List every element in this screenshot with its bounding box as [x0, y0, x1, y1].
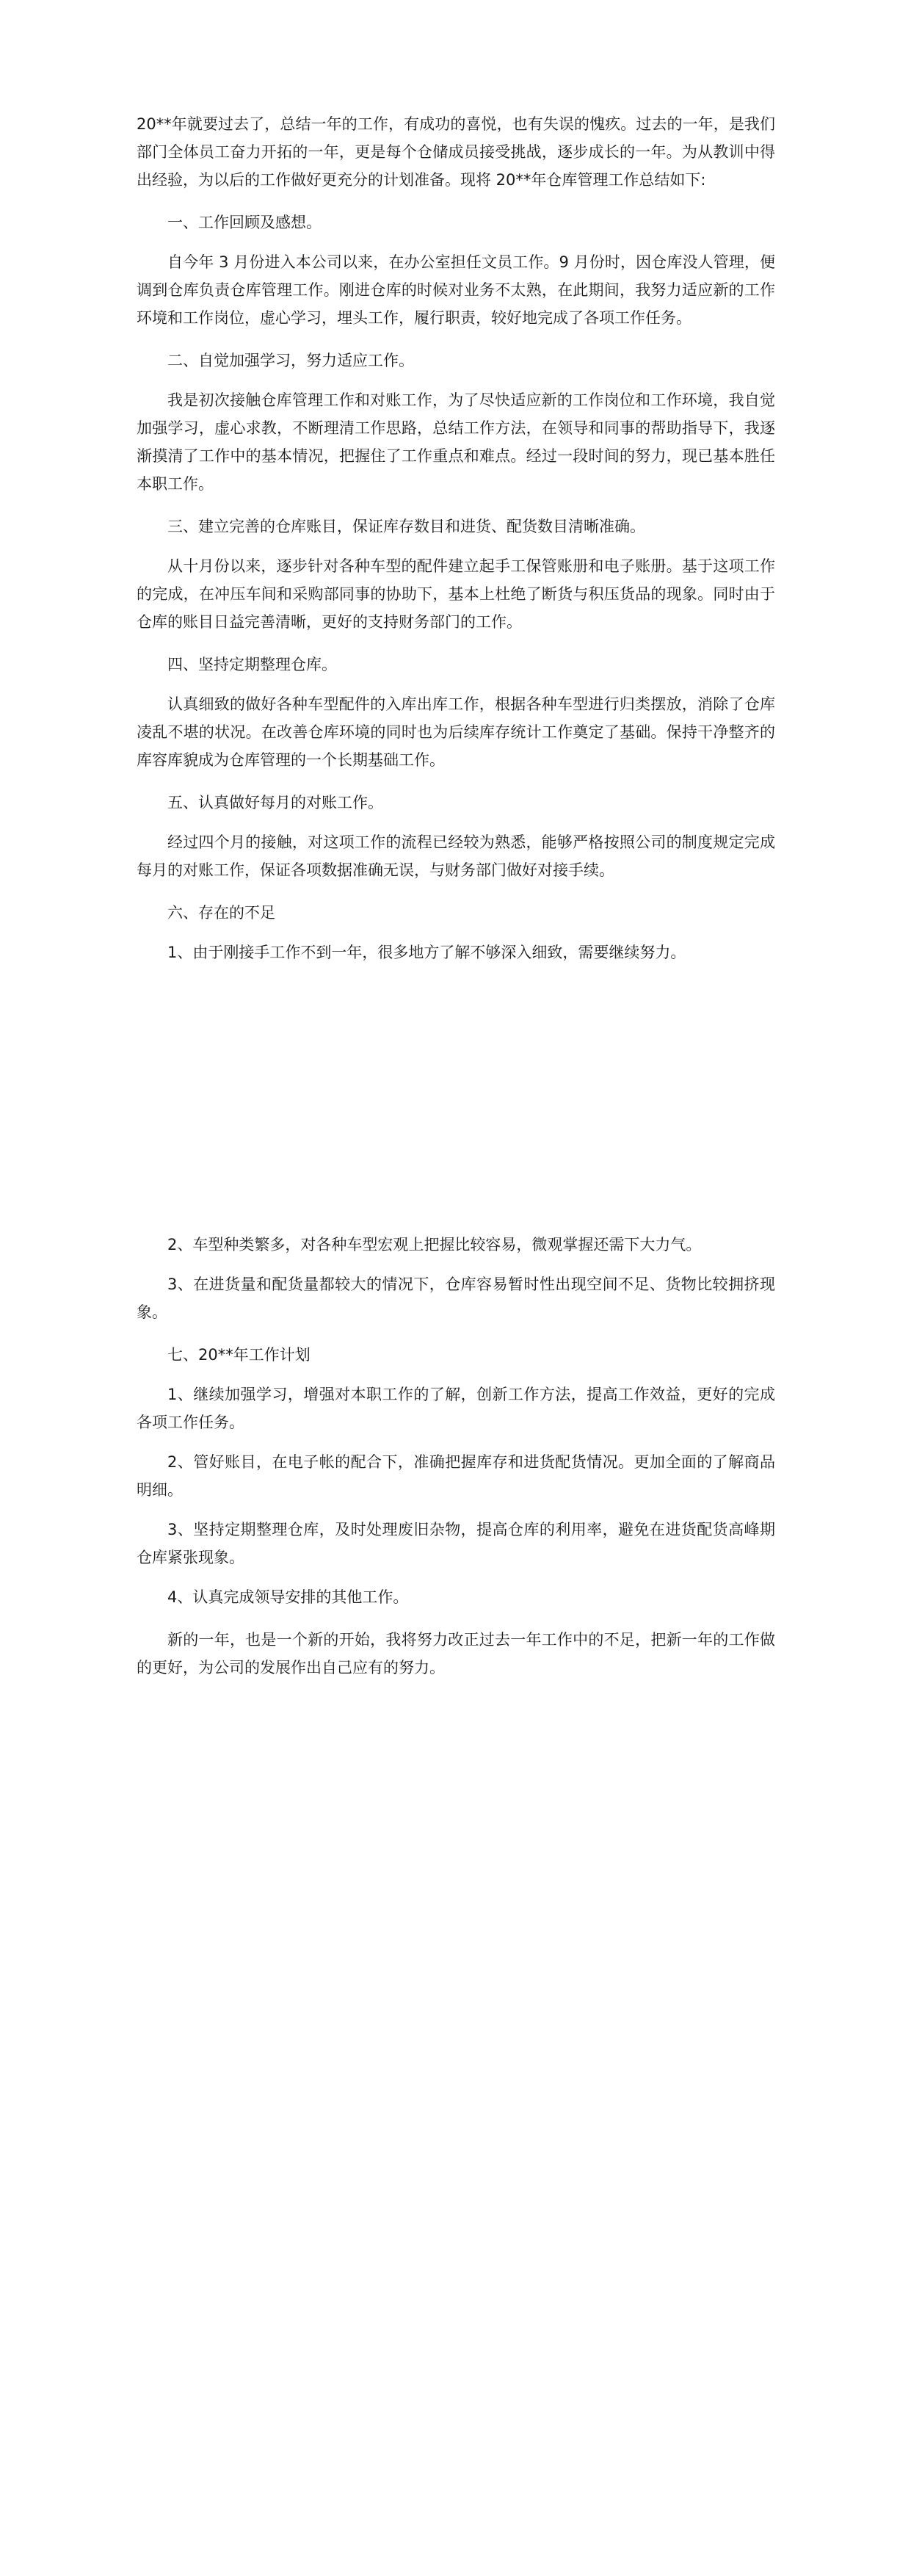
section-1-heading: 一、工作回顾及感想。	[167, 214, 322, 231]
section-3-body: 从十月份以来，逐步针对各种车型的配件建立起手工保管账册和电子账册。基于这项工作的完成，在冲压车间和采购部同事的协助下，基本上杜绝了断货与积压货品的现象。同时由于仓库的账目日益完善清晰，更好的支持财务部门的工作。	[137, 557, 775, 631]
section-7-item-1: 1、继续加强学习，增强对本职工作的了解，创新工作方法，提高工作效益，更好的完成各项工作任务。	[137, 1386, 775, 1431]
section-7-item-3: 3、坚持定期整理仓库，及时处理废旧杂物，提高仓库的利用率，避免在进货配货高峰期仓库紧张现象。	[137, 1521, 775, 1566]
section-6-item-1: 1、由于刚接手工作不到一年，很多地方了解不够深入细致，需要继续努力。	[167, 944, 686, 961]
blank-space	[137, 966, 775, 1231]
section-7-item-4: 4、认真完成领导安排的其他工作。	[167, 1588, 409, 1606]
section-7-heading: 七、20**年工作计划	[167, 1346, 311, 1364]
section-2-heading: 二、自觉加强学习，努力适应工作。	[167, 352, 414, 369]
section-3-heading: 三、建立完善的仓库账目，保证库存数目和进货、配货数目清晰准确。	[167, 518, 645, 535]
intro-paragraph: 20**年就要过去了，总结一年的工作，有成功的喜悦，也有失误的愧疚。过去的一年，是我们部门全体员工奋力开拓的一年，更是每个仓储成员接受挑战，逐步成长的一年。为从教训中得出经验，为以后的工作做好更充分的计划准备。现将 20**年仓库管理工作总结如下:	[137, 115, 775, 189]
section-7-item-2: 2、管好账目，在电子帐的配合下，准确把握库存和进货配货情况。更加全面的了解商品明细。	[137, 1453, 775, 1499]
section-5-heading: 五、认真做好每月的对账工作。	[167, 794, 383, 811]
closing-paragraph: 新的一年，也是一个新的开始，我将努力改正过去一年工作中的不足，把新一年的工作做的更好，为公司的发展作出自己应有的努力。	[137, 1631, 775, 1676]
section-4-heading: 四、坚持定期整理仓库。	[167, 656, 337, 673]
section-6-item-2: 2、车型种类繁多，对各种车型宏观上把握比较容易，微观掌握还需下大力气。	[167, 1236, 702, 1253]
section-5-body: 经过四个月的接触，对这项工作的流程已经较为熟悉，能够严格按照公司的制度规定完成每月的对账工作，保证各项数据准确无误，与财务部门做好对接手续。	[137, 833, 775, 879]
document-body	[137, 110, 775, 1682]
section-6-heading: 六、存在的不足	[167, 904, 275, 922]
section-4-body: 认真细致的做好各种车型配件的入库出库工作，根据各种车型进行归类摆放，消除了仓库凌乱不堪的状况。在改善仓库环境的同时也为后续库存统计工作奠定了基础。保持干净整齐的库容库貌成为仓库管理的一个长期基础工作。	[137, 695, 775, 769]
section-1-body: 自今年 3 月份进入本公司以来，在办公室担任文员工作。9 月份时，因仓库没人管理，便调到仓库负责仓库管理工作。刚进仓库的时候对业务不太熟，在此期间，我努力适应新的工作环境和工作岗位，虚心学习，埋头工作，履行职责，较好地完成了各项工作任务。	[137, 253, 775, 327]
section-2-body: 我是初次接触仓库管理工作和对账工作，为了尽快适应新的工作岗位和工作环境，我自觉加强学习，虚心求教，不断理清工作思路，总结工作方法，在领导和同事的帮助指导下，我逐渐摸清了工作中的基本情况，把握住了工作重点和难点。经过一段时间的努力，现已基本胜任本职工作。	[137, 391, 775, 493]
section-6-item-3: 3、在进货量和配货量都较大的情况下，仓库容易暂时性出现空间不足、货物比较拥挤现象。	[137, 1276, 775, 1321]
